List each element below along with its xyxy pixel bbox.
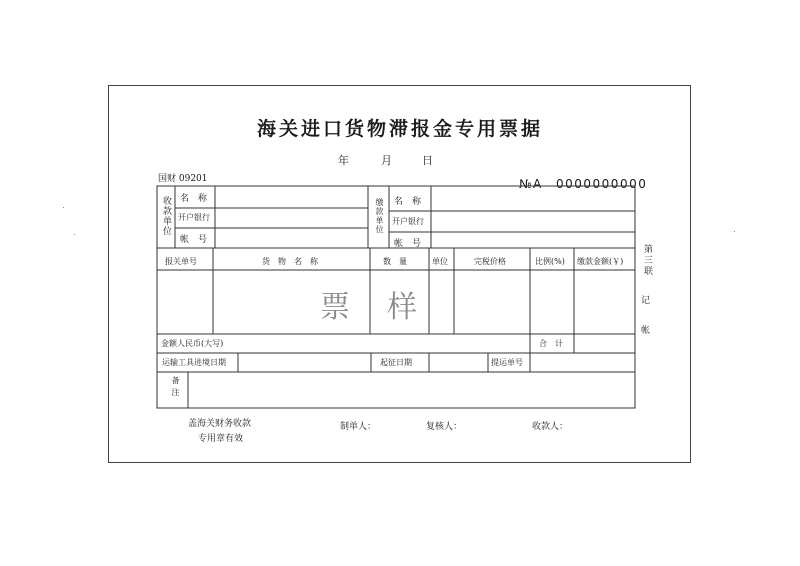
total-label: 合 计 bbox=[539, 339, 563, 348]
col-quantity: 数 量 bbox=[383, 257, 407, 266]
seal-note-line-1: 盖海关财务收款 bbox=[188, 419, 252, 429]
payee-account-label: 帐 号 bbox=[180, 235, 208, 245]
side-account-label: 帐 bbox=[641, 326, 651, 336]
amount-in-words-label: 金额人民币(大写) bbox=[161, 339, 224, 348]
scan-speck bbox=[734, 231, 735, 232]
side-record-label: 记 bbox=[641, 296, 651, 306]
date-month-label: 月 bbox=[381, 154, 392, 167]
serial-number: 0000000000 bbox=[556, 177, 648, 191]
col-declaration-no: 报关单号 bbox=[165, 257, 197, 266]
side-copy-label: 第三联 bbox=[642, 244, 652, 277]
bill-of-lading-label: 提运单号 bbox=[491, 358, 523, 367]
col-duty-paid-price: 完税价格 bbox=[474, 257, 506, 266]
serial-prefix: №A bbox=[519, 177, 543, 191]
col-unit: 单位 bbox=[432, 257, 448, 266]
transport-date-label: 运输工具进境日期 bbox=[162, 358, 226, 367]
seal-note-line-2: 专用章有效 bbox=[198, 434, 244, 444]
payer-unit-label: 缴款单位 bbox=[375, 198, 384, 234]
scan-speck bbox=[63, 207, 64, 208]
preparer-label: 制单人： bbox=[340, 422, 377, 432]
receiver-label: 收款人： bbox=[532, 422, 569, 432]
payer-name-label: 名 称 bbox=[394, 197, 422, 207]
levy-start-date-label: 起征日期 bbox=[380, 358, 412, 367]
receipt-title: 海关进口货物滞报金专用票据 bbox=[256, 118, 543, 140]
col-ratio: 比例(%) bbox=[535, 257, 565, 266]
form-code: 国财 09201 bbox=[158, 174, 208, 184]
scan-speck bbox=[74, 234, 75, 235]
specimen-stamp-char-2: 样 bbox=[387, 290, 417, 325]
payer-account-label: 帐 号 bbox=[394, 239, 422, 249]
remarks-label: 备注 bbox=[171, 376, 180, 400]
payer-bank-label: 开户银行 bbox=[392, 217, 424, 226]
reviewer-label: 复核人： bbox=[426, 422, 463, 432]
date-day-label: 日 bbox=[422, 154, 433, 167]
specimen-stamp-char-1: 票 bbox=[320, 290, 350, 325]
payee-bank-label: 开户银行 bbox=[178, 213, 210, 222]
payee-name-label: 名 称 bbox=[180, 194, 208, 204]
date-year-label: 年 bbox=[338, 154, 349, 167]
col-amount: 缴款金额(￥) bbox=[577, 257, 624, 266]
col-goods-name: 货 物 名 称 bbox=[262, 257, 318, 266]
payee-unit-label: 收款单位 bbox=[161, 196, 171, 236]
